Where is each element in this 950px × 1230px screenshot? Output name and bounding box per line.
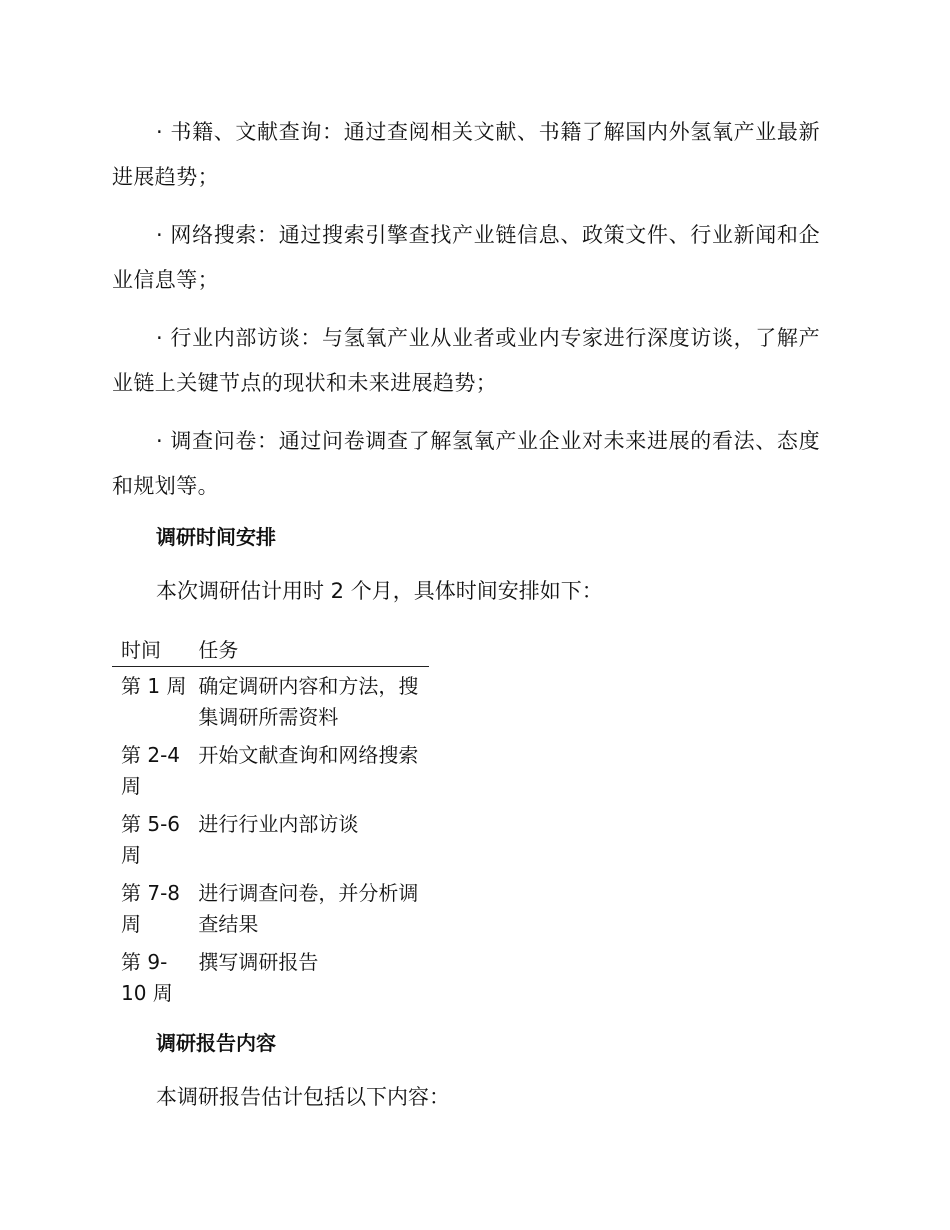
table-header-task: 任务 (189, 636, 429, 667)
table-row (112, 805, 429, 874)
document-page (112, 110, 820, 1142)
table-cell-task: 进行调查问卷，并分析调查结果 (198, 881, 419, 936)
table-cell-time: 第 2-4 周 (121, 743, 181, 798)
schedule-intro: 本次调研估计用时 2 个月，具体时间安排如下： (156, 579, 603, 603)
report-heading: 调研报告内容 (156, 1031, 276, 1055)
table-cell-time: 第 7-8 周 (121, 881, 181, 936)
report-intro: 本调研报告估计包括以下内容： (156, 1085, 450, 1109)
method-item-web-search: · 网络搜索：通过搜索引擎查找产业链信息、政策文件、行业新闻和企业信息等； (112, 223, 820, 292)
table-row (112, 736, 429, 805)
table-cell-time: 第 5-6 周 (121, 812, 181, 867)
schedule-heading: 调研时间安排 (156, 525, 276, 549)
table-header-time: 时间 (112, 636, 189, 667)
method-item-questionnaire: · 调查问卷：通过问卷调查了解氢氧产业企业对未来进展的看法、态度和规划等。 (112, 429, 820, 498)
schedule-table-header-row (112, 636, 429, 667)
table-cell-task: 撰写调研报告 (198, 950, 319, 974)
table-cell-time: 第 1 周 (121, 674, 187, 698)
table-row (112, 943, 429, 1012)
schedule-table (112, 636, 429, 1012)
table-row (112, 667, 429, 737)
table-cell-task: 确定调研内容和方法，搜集调研所需资料 (198, 674, 419, 729)
table-cell-task: 开始文献查询和网络搜索 (198, 743, 419, 767)
method-item-literature: · 书籍、文献查询：通过查阅相关文献、书籍了解国内外氢氧产业最新进展趋势； (112, 120, 820, 189)
method-item-interview: · 行业内部访谈：与氢氧产业从业者或业内专家进行深度访谈，了解产业链上关键节点的现状和未来进展趋势； (112, 326, 820, 395)
table-row (112, 874, 429, 943)
table-cell-task: 进行行业内部访谈 (198, 812, 359, 836)
table-cell-time: 第 9-10 周 (121, 950, 173, 1005)
